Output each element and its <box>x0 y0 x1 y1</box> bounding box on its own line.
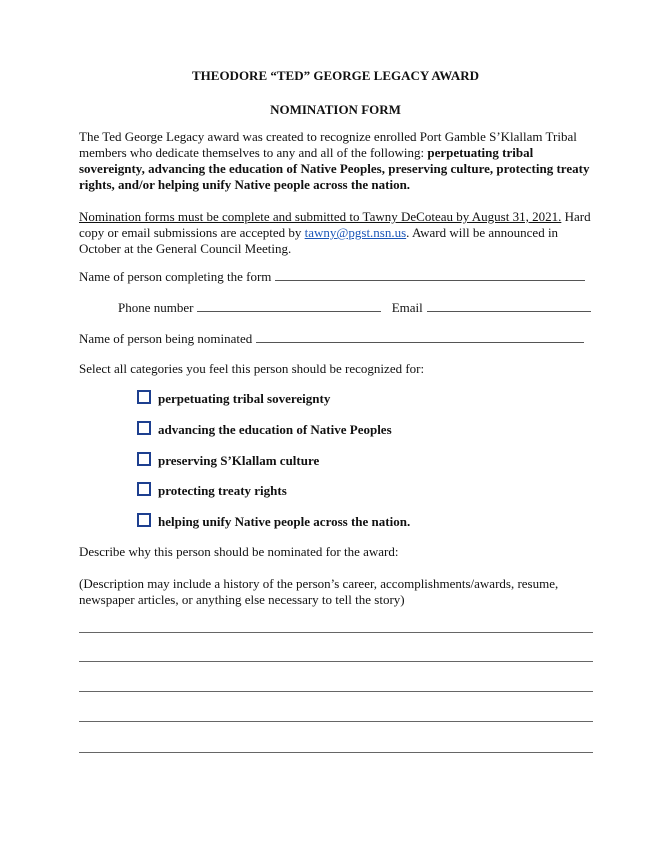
category-label: helping unify Native people across the nation. <box>158 514 411 529</box>
completer-name-row <box>79 269 585 285</box>
completer-name-line[interactable] <box>275 269 585 281</box>
checkbox-icon[interactable] <box>137 482 151 496</box>
contact-row <box>118 300 591 316</box>
checkbox-icon[interactable] <box>137 421 151 435</box>
category-item[interactable] <box>137 421 392 438</box>
email-label: Email <box>391 300 423 315</box>
category-label: perpetuating tribal sovereignty <box>158 391 331 406</box>
description-line[interactable] <box>79 632 593 633</box>
completer-name-label: Name of person completing the form <box>79 269 272 284</box>
category-label: advancing the education of Native Peoples <box>158 422 392 437</box>
category-item[interactable] <box>137 452 319 469</box>
nominee-name-line[interactable] <box>256 331 584 343</box>
email-line[interactable] <box>427 300 591 312</box>
categories-prompt: Select all categories you feel this person should be recognized for: <box>79 361 425 376</box>
description-note: (Description may include a history of the person’s career, accomplishments/awards, resume, newspaper articles, or anything else necessary to tell the story) <box>79 576 559 607</box>
checkbox-icon[interactable] <box>137 452 151 466</box>
category-item[interactable] <box>137 390 330 407</box>
category-label: preserving S’Klallam culture <box>158 453 320 468</box>
intro-paragraph <box>79 129 599 193</box>
category-item[interactable] <box>137 513 410 530</box>
description-line[interactable] <box>79 721 593 722</box>
form-title: THEODORE “TED” GEORGE LEGACY AWARD <box>191 68 479 83</box>
nominee-name-label: Name of person being nominated <box>79 331 253 346</box>
category-label: protecting treaty rights <box>158 483 287 498</box>
description-line[interactable] <box>79 691 593 692</box>
deadline-text: Nomination forms must be complete and submitted to Tawny DeCoteau by August 31, 2021. <box>79 209 562 224</box>
checkbox-icon[interactable] <box>137 513 151 527</box>
intro-bold-text: perpetuating tribal sovereignty, advancing the education of Native Peoples, preserving culture, protecting treaty rights, and/or helping unify Native people across the nation. <box>79 145 590 192</box>
notice-text-b: . Award will be announced in October at the General Council Meeting. <box>79 225 559 256</box>
description-line[interactable] <box>79 661 593 662</box>
category-item[interactable] <box>137 482 287 499</box>
intro-text: The Ted George Legacy award was created to recognize enrolled Port Gamble S’Klallam Tribal members who dedicate themselves to any and all of the following: <box>79 129 577 160</box>
nominee-name-row <box>79 331 584 347</box>
email-link[interactable]: tawny@pgst.nsn.us <box>304 225 407 240</box>
submission-notice <box>79 209 599 257</box>
description-prompt: Describe why this person should be nominated for the award: <box>79 544 399 559</box>
phone-line[interactable] <box>197 300 381 312</box>
form-subtitle: NOMINATION FORM <box>270 102 401 117</box>
phone-label: Phone number <box>118 300 194 315</box>
notice-text-a: Hard copy or email submissions are accepted by <box>79 209 591 240</box>
checkbox-icon[interactable] <box>137 390 151 404</box>
description-line[interactable] <box>79 752 593 753</box>
